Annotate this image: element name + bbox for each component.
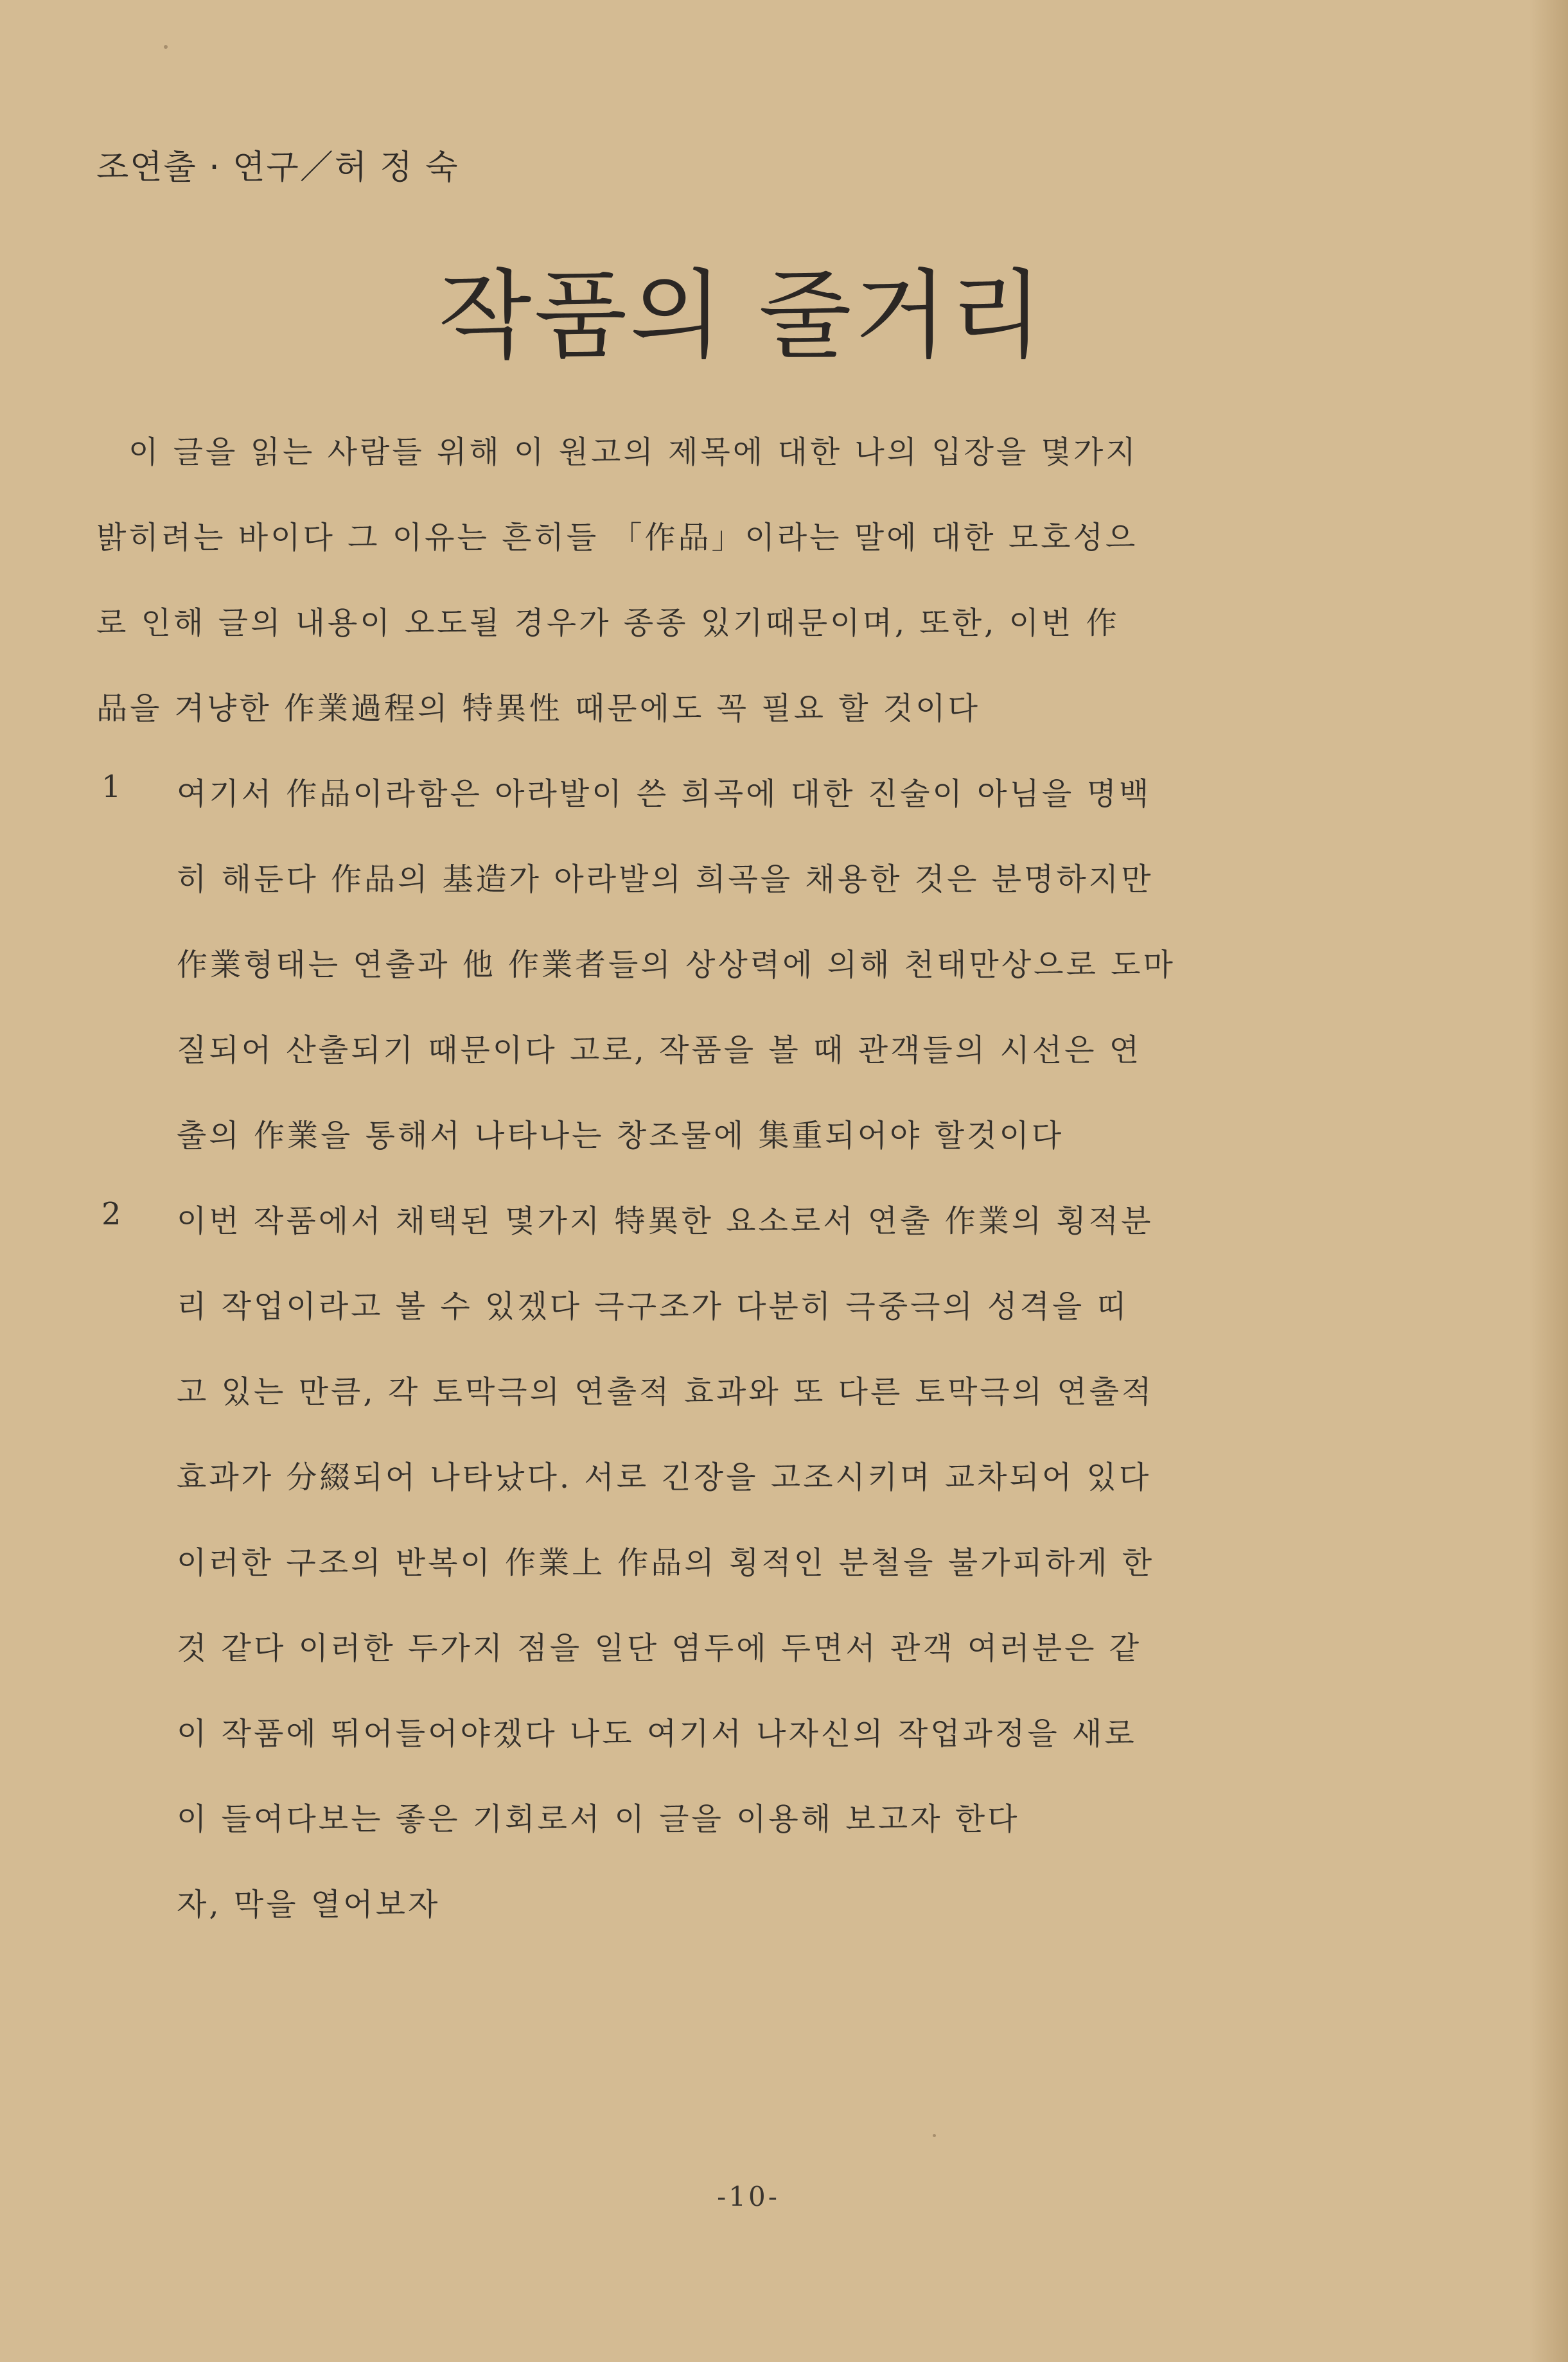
point-line: 리 작업이라고 볼 수 있겠다 극구조가 다분히 극중극의 성격을 띠	[177, 1289, 1129, 1325]
point-line: 자, 막을 열어보자	[177, 1887, 441, 1923]
point-line: 출의 作業을 통해서 나타나는 창조물에 集重되어야 할것이다	[177, 1118, 1064, 1154]
point-line: 고 있는 만큼, 각 토막극의 연출적 효과와 또 다른 토막극의 연출적	[177, 1374, 1154, 1410]
point-line: 히 해둔다 作品의 基造가 아라발의 희곡을 채용한 것은 분명하지만	[177, 861, 1154, 897]
paper-speck	[164, 45, 168, 49]
paper-speck	[933, 2134, 936, 2137]
intro-line: 이 글을 읽는 사람들 위해 이 원고의 제목에 대한 나의 입장을 몇가지	[128, 434, 1138, 470]
point-line: 이러한 구조의 반복이 作業上 作品의 횡적인 분철을 불가피하게 한	[177, 1545, 1155, 1581]
page-edge-shadow	[1529, 0, 1568, 2362]
point-line: 이번 작품에서 채택된 몇가지 特異한 요소로서 연출 作業의 횡적분	[177, 1203, 1154, 1239]
point-line: 여기서 作品이라함은 아라발이 쓴 희곡에 대한 진술이 아님을 명백	[177, 776, 1152, 812]
intro-line: 品을 겨냥한 作業過程의 特異性 때문에도 꼭 필요 할 것이다	[96, 691, 980, 727]
author-line: 조연출 · 연구／허 정 숙	[96, 148, 459, 187]
point-line: 효과가 分綴되어 나타났다. 서로 긴장을 고조시키며 교차되어 있다	[177, 1459, 1152, 1495]
intro-line: 밝히려는 바이다 그 이유는 흔히들 「作品」이라는 말에 대한 모호성으	[96, 520, 1138, 556]
point-line: 질되어 산출되기 때문이다 고로, 작품을 볼 때 관객들의 시선은 연	[177, 1032, 1142, 1068]
point-line: 이 들여다보는 좋은 기회로서 이 글을 이용해 보고자 한다	[177, 1801, 1020, 1837]
point-line: 것 같다 이러한 두가지 점을 일단 염두에 두면서 관객 여러분은 같	[177, 1630, 1142, 1666]
point-number: 2	[101, 1196, 121, 1232]
point-line: 作業형태는 연출과 他 作業者들의 상상력에 의해 천태만상으로 도마	[177, 947, 1176, 983]
page-title: 작품의 줄거리	[438, 260, 1046, 372]
page-number: -10-	[717, 2181, 780, 2212]
point-line: 이 작품에 뛰어들어야겠다 나도 여기서 나자신의 작업과정을 새로	[177, 1716, 1137, 1752]
intro-line: 로 인해 글의 내용이 오도될 경우가 종종 있기때문이며, 또한, 이번 作	[96, 605, 1120, 641]
point-number: 1	[101, 769, 121, 805]
